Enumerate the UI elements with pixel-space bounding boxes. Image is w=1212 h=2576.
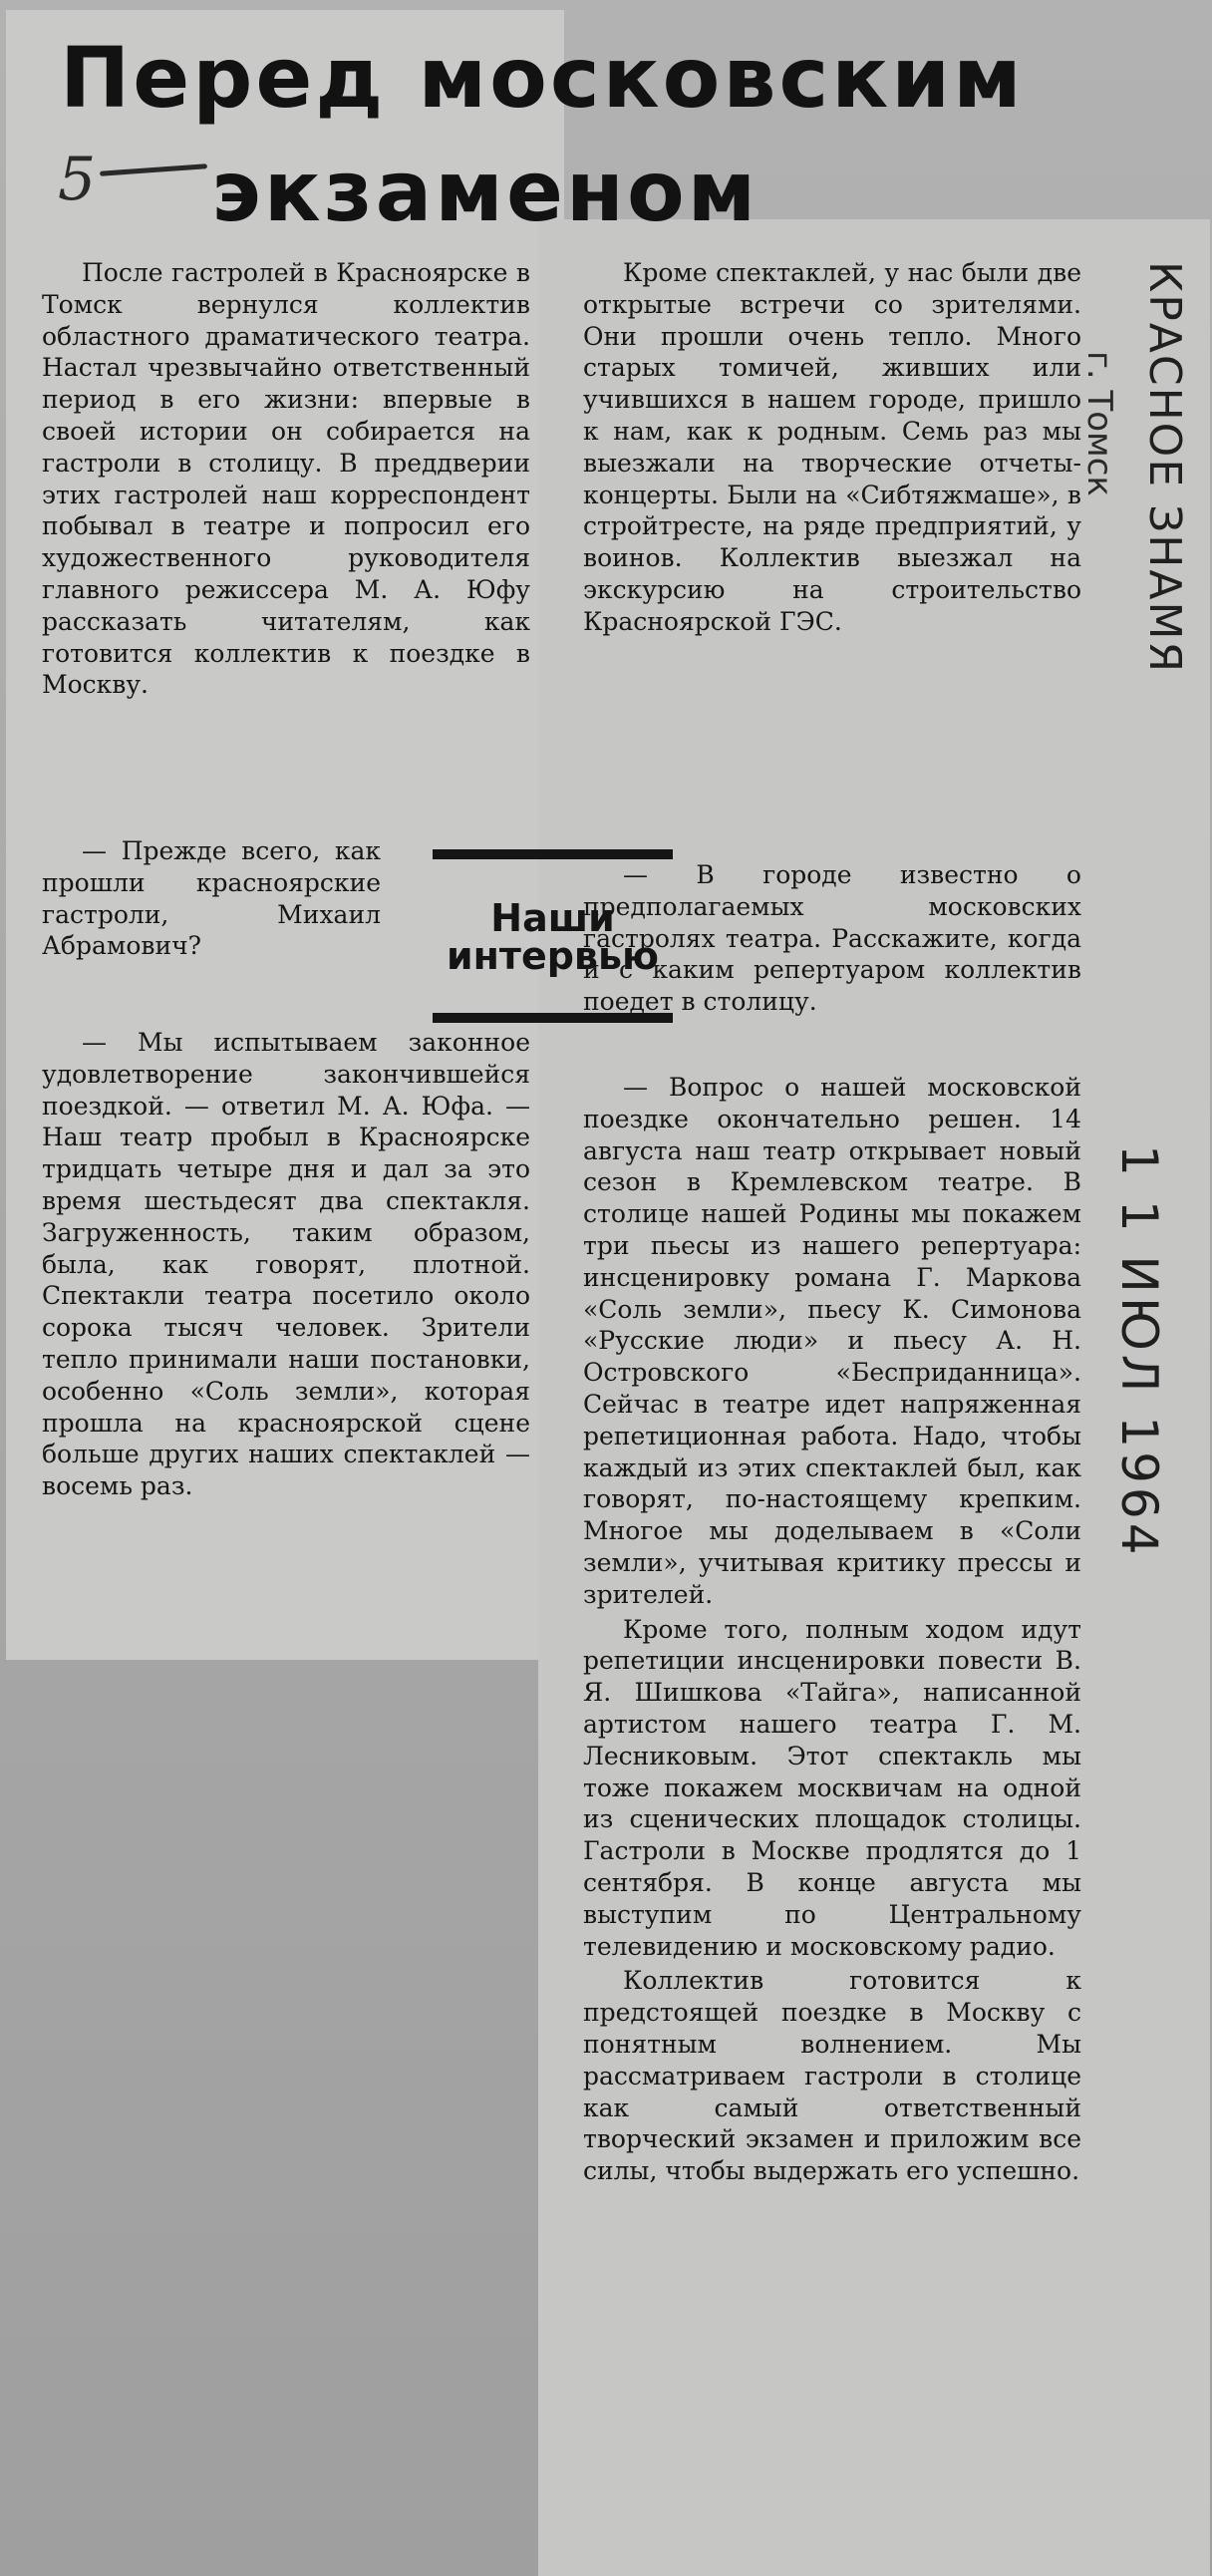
headline-line-1: Перед московским xyxy=(60,29,1025,127)
second-question xyxy=(583,859,1081,1018)
article-intro xyxy=(42,257,530,701)
closing-paragraph: Коллектив готовится к предстоящей поездке в Москву с понятным волнением. Мы рассматриваем гастроли в столице как самый ответственный творческий экзамен и приложим все силы, чтобы выдержать его успешно. xyxy=(583,1966,1081,2186)
handwritten-mark: 5 xyxy=(58,145,97,214)
rehearsals-paragraph: Кроме того, полным ходом идут репетиции инсценировки повести В. Я. Шишкова «Тайга», написанной артистом нашего театра Г. М. Лесниковым. Этот спектакль мы тоже покажем москвичам на одной из сценических площадок столицы. Гастроли в Москве продлятся до 1 сентября. В конце августа мы выступим по Центральному телевидению и московскому радио. xyxy=(583,1614,1081,1961)
second-answer-paragraph: — Вопрос о нашей московской поездке окончательно решен. 14 августа наш театр открывает новый сезон в Кремлевском театре. В столице нашей Родины мы покажем три пьесы из нашего репертуара: инсценировку романа Г. Маркова «Соль земли», пьесу К. Симонова «Русские люди» и пьесу А. Н. Островского «Бесприданница». Сейчас в театре идет напряженная репетиционная работа. Надо, чтобы каждый из этих спектаклей был, как говорят, по-настоящему крепким. Многое мы доделываем в «Соли земли», учитывая критику прессы и зрителей. xyxy=(583,1073,1081,1609)
city-stamp: г. Томск xyxy=(1079,351,1119,496)
question-paragraph: — Прежде всего, как прошли красноярские гастроли, Михаил Абрамович? xyxy=(42,836,381,961)
second-answer xyxy=(583,1072,1081,2187)
second-question-paragraph: — В городе известно о предполагаемых московских гастролях театра. Расскажите, когда и с каким репертуаром коллектив поедет в столицу. xyxy=(583,860,1081,1017)
newspaper-source-stamp: КРАСНОЕ ЗНАМЯ xyxy=(1139,261,1190,675)
intro-paragraph: После гастролей в Красноярске в Томск вернулся коллектив областного драматического театра. Настал чрезвычайно ответственный период в его жизни: впервые в своей истории он собирается на гастроли в столицу. В преддверии этих гастролей наш корреспондент побывал в театре и попросил его художественного руководителя главного режиссера М. А. Юфу рассказать читателям, как готовится коллектив к поездке в Москву. xyxy=(42,258,530,700)
rubric-rule-top xyxy=(433,849,673,859)
meetings-paragraph: Кроме спектаклей, у нас были две открытые встречи со зрителями. Они прошли очень тепло. Много старых томичей, живших или учившихся в нашем городе, пришло к нам, как к родным. Семь раз мы выезжали на творческие отчеты-концерты. Были на «Сибтяжмаше», в стройтресте, на ряде предприятий, у воинов. Коллектив выезжал на экскурсию на строительство Красноярской ГЭС. xyxy=(583,258,1081,636)
first-answer xyxy=(42,1027,530,1502)
first-question xyxy=(42,835,381,962)
date-stamp: 1 1 ИЮЛ 1964 xyxy=(1110,1144,1168,1559)
meetings-section xyxy=(583,257,1081,638)
answer-paragraph: — Мы испытываем законное удовлетворение закончившейся поездкой. — ответил М. А. Юфа. — Наш театр пробыл в Красноярске тридцать четыре дня и дал за это время шестьдесят два спектакля. Загруженность, таким образом, была, как говорят, плотной. Спектакли театра посетило около сорока тысяч человек. Зрители тепло принимали наши постановки, особенно «Соль земли», которая прошла на красноярской сцене больше других наших спектаклей — восемь раз. xyxy=(42,1028,530,1501)
rubric-label: Наши интервью xyxy=(447,896,659,978)
headline-line-2: экзаменом xyxy=(211,143,759,240)
